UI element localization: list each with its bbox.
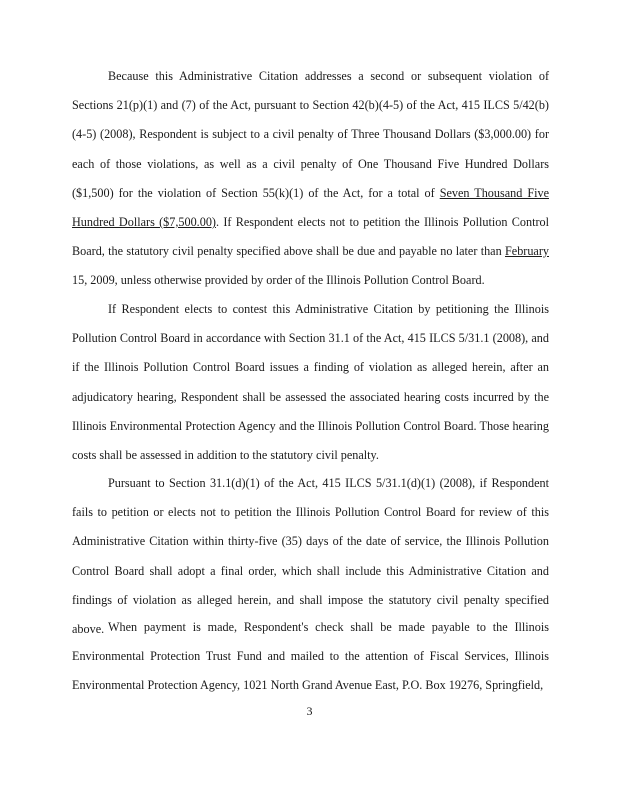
paragraph-text: Pursuant to Section 31.1(d)(1) of the Act, 415 ILCS 5/31.1(d)(1) (2008), if Respondent fails to petition or elects not to petition the Illinois Pollution Control Board for review of this Administrative Citation within thirty-five (35) days of the date of service, the Illinois Pollution Control Board shall adopt a final order, which shall include this Administrative Citation and findings of violation as alleged herein, and shall impose the statutory civil penalty specified above.	[72, 476, 549, 637]
paragraph-text: When payment is made, Respondent's check shall be made payable to the Illinois Environmental Protection Trust Fund and mailed to the attention of Fiscal Services, Illinois Environmental Protection Agency, 1021 North Grand Avenue East, P.O. Box 19276, Springfield,	[72, 620, 549, 693]
page-number: 3	[306, 704, 313, 718]
paragraph-contest-citation	[72, 295, 549, 470]
total-penalty-underlined: Seven Thousand Five Hundred Dollars ($7,500.00)	[72, 185, 549, 230]
due-month-underlined: February	[505, 244, 549, 259]
paragraph-text: If Respondent elects to contest this Administrative Citation by petitioning the Illinois Pollution Control Board in accordance with Section 31.1 of the Act, 415 ILCS 5/31.1 (2008), and if the Illinois Pollution Control Board issues a finding of violation as alleged herein, after an adjudicatory hearing, Respondent shall be assessed the associated hearing costs incurred by the Illinois Environmental Protection Agency and the Illinois Pollution Control Board. Those hearing costs shall be assessed in addition to the statutory civil penalty.	[72, 302, 549, 463]
paragraph-civil-penalty	[72, 62, 549, 296]
paragraph-text: . If Respondent elects not to petition the Illinois Pollution Control Board, the statutory civil penalty specified above shall be due and payable no later than	[72, 215, 550, 259]
paragraph-text: 15, 2009, unless otherwise provided by order of the Illinois Pollution Control Board.	[72, 273, 485, 288]
paragraph-text: Because this Administrative Citation addresses a second or subsequent violation of Sections 21(p)(1) and (7) of the Act, pursuant to Section 42(b)(4-5) of the Act, 415 ILCS 5/42(b)(4-5) (2008), Respondent is subject to a civil penalty of Three Thousand Dollars ($3,000.00) for each of those violations, as well as a civil penalty of One Thousand Five Hundred Dollars ($1,500) for the violation of Section 55(k)(1) of the Act, for a total of	[72, 69, 549, 200]
paragraph-payment	[72, 613, 549, 701]
